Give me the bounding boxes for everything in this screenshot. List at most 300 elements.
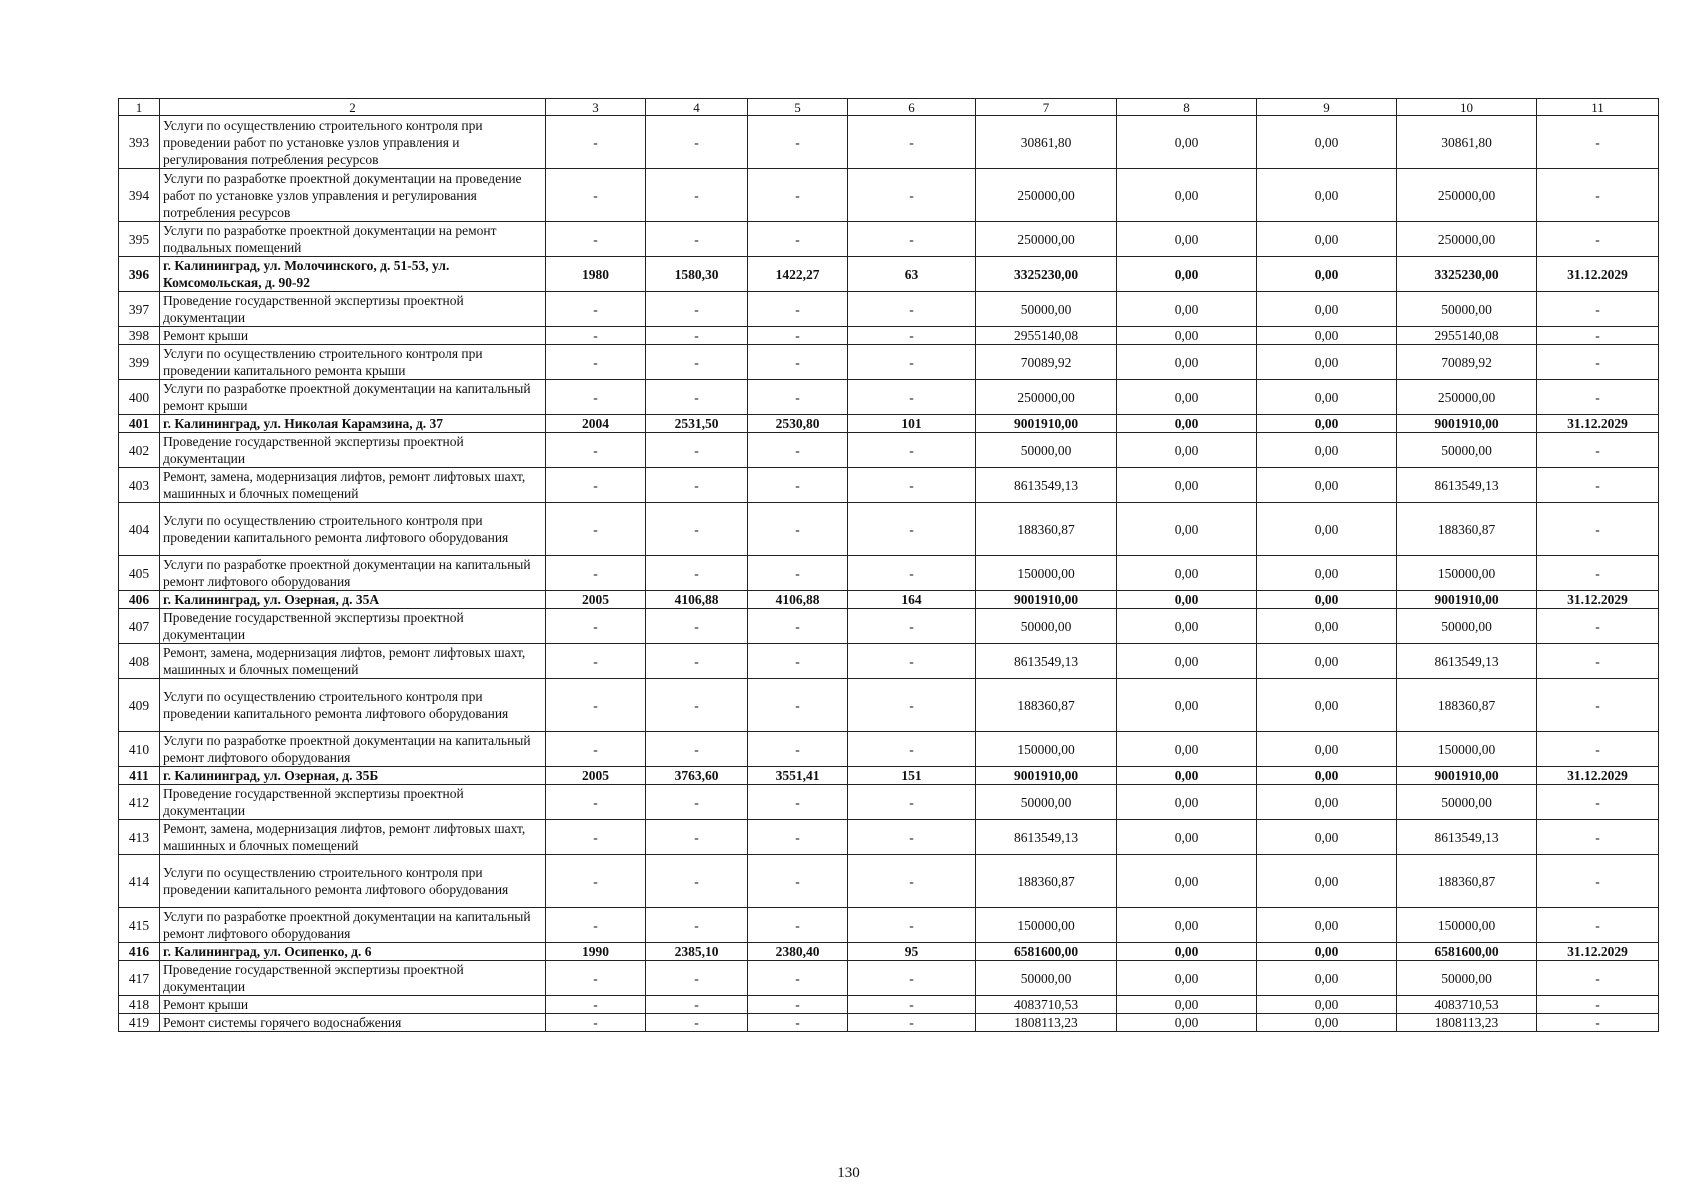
total-area-cell: - <box>646 116 748 169</box>
completion-date-cell: 31.12.2029 <box>1537 415 1659 433</box>
living-area-cell: - <box>748 644 848 679</box>
year-built-cell: - <box>546 380 646 415</box>
work-description-cell: Услуги по осуществлению строительного контроля при проведении капитального ремонта крыши <box>160 345 546 380</box>
total-area-cell: - <box>646 433 748 468</box>
table-row <box>119 257 1659 292</box>
residents-cell: - <box>848 503 976 556</box>
page-number: 130 <box>837 1165 860 1181</box>
completion-date-cell: - <box>1537 1014 1659 1032</box>
table-row <box>119 732 1659 767</box>
total-cost-cell: 150000,00 <box>976 908 1117 943</box>
completion-date-cell: - <box>1537 468 1659 503</box>
table-row <box>119 855 1659 908</box>
fund-share-cell: 0,00 <box>1117 767 1257 785</box>
row-number-cell: 404 <box>119 503 160 556</box>
residents-cell: - <box>848 820 976 855</box>
row-number-cell: 409 <box>119 679 160 732</box>
total-area-cell: - <box>646 503 748 556</box>
completion-date-cell: - <box>1537 169 1659 222</box>
total-cost-cell: 9001910,00 <box>976 591 1117 609</box>
table-row <box>119 961 1659 996</box>
total-area-cell: - <box>646 1014 748 1032</box>
total-cost-cell: 188360,87 <box>976 503 1117 556</box>
total-area-cell: - <box>646 468 748 503</box>
year-built-cell: - <box>546 679 646 732</box>
work-description-cell: Услуги по разработке проектной документации на проведение работ по установке узлов управления и регулирования потребления ресурсов <box>160 169 546 222</box>
row-number-cell: 400 <box>119 380 160 415</box>
fund-share-cell: 0,00 <box>1117 1014 1257 1032</box>
budget-share-cell: 0,00 <box>1257 1014 1397 1032</box>
owner-funds-cell: 250000,00 <box>1397 222 1537 257</box>
total-area-cell: - <box>646 785 748 820</box>
total-cost-cell: 9001910,00 <box>976 415 1117 433</box>
total-cost-cell: 8613549,13 <box>976 644 1117 679</box>
budget-share-cell: 0,00 <box>1257 820 1397 855</box>
budget-share-cell: 0,00 <box>1257 943 1397 961</box>
work-description-cell: Проведение государственной экспертизы проектной документации <box>160 609 546 644</box>
total-area-cell: - <box>646 855 748 908</box>
total-area-cell: - <box>646 732 748 767</box>
work-description-cell: Ремонт крыши <box>160 996 546 1014</box>
work-description-cell: г. Калининград, ул. Молочинского, д. 51-53, ул. Комсомольская, д. 90-92 <box>160 257 546 292</box>
budget-share-cell: 0,00 <box>1257 996 1397 1014</box>
row-number-cell: 406 <box>119 591 160 609</box>
table-row <box>119 292 1659 327</box>
living-area-cell: - <box>748 327 848 345</box>
row-number-cell: 398 <box>119 327 160 345</box>
total-cost-cell: 50000,00 <box>976 433 1117 468</box>
residents-cell: - <box>848 1014 976 1032</box>
owner-funds-cell: 3325230,00 <box>1397 257 1537 292</box>
completion-date-cell: 31.12.2029 <box>1537 591 1659 609</box>
fund-share-cell: 0,00 <box>1117 961 1257 996</box>
total-area-cell: 4106,88 <box>646 591 748 609</box>
fund-share-cell: 0,00 <box>1117 609 1257 644</box>
owner-funds-cell: 150000,00 <box>1397 732 1537 767</box>
row-number-cell: 410 <box>119 732 160 767</box>
living-area-cell: 1422,27 <box>748 257 848 292</box>
total-cost-cell: 188360,87 <box>976 855 1117 908</box>
total-cost-cell: 1808113,23 <box>976 1014 1117 1032</box>
table-body <box>119 99 1659 1032</box>
table-row <box>119 415 1659 433</box>
budget-share-cell: 0,00 <box>1257 257 1397 292</box>
living-area-cell: - <box>748 609 848 644</box>
budget-share-cell: 0,00 <box>1257 785 1397 820</box>
row-number-cell: 402 <box>119 433 160 468</box>
column-number: 3 <box>546 99 646 116</box>
column-number: 2 <box>160 99 546 116</box>
table-row <box>119 820 1659 855</box>
completion-date-cell: - <box>1537 433 1659 468</box>
fund-share-cell: 0,00 <box>1117 556 1257 591</box>
residents-cell: 151 <box>848 767 976 785</box>
completion-date-cell: - <box>1537 116 1659 169</box>
column-number: 10 <box>1397 99 1537 116</box>
column-number: 9 <box>1257 99 1397 116</box>
work-description-cell: Проведение государственной экспертизы проектной документации <box>160 292 546 327</box>
year-built-cell: 2005 <box>546 591 646 609</box>
living-area-cell: - <box>748 222 848 257</box>
table-row <box>119 1014 1659 1032</box>
budget-share-cell: 0,00 <box>1257 855 1397 908</box>
budget-share-cell: 0,00 <box>1257 591 1397 609</box>
residents-cell: - <box>848 908 976 943</box>
residents-cell: 101 <box>848 415 976 433</box>
year-built-cell: - <box>546 292 646 327</box>
owner-funds-cell: 188360,87 <box>1397 855 1537 908</box>
living-area-cell: - <box>748 855 848 908</box>
column-number-row <box>119 99 1659 116</box>
living-area-cell: - <box>748 785 848 820</box>
row-number-cell: 395 <box>119 222 160 257</box>
living-area-cell: - <box>748 908 848 943</box>
total-area-cell: - <box>646 996 748 1014</box>
column-number: 5 <box>748 99 848 116</box>
residents-cell: - <box>848 785 976 820</box>
total-cost-cell: 188360,87 <box>976 679 1117 732</box>
total-cost-cell: 150000,00 <box>976 732 1117 767</box>
total-area-cell: - <box>646 644 748 679</box>
work-description-cell: Услуги по разработке проектной документации на ремонт подвальных помещений <box>160 222 546 257</box>
table-row <box>119 503 1659 556</box>
residents-cell: - <box>848 732 976 767</box>
owner-funds-cell: 4083710,53 <box>1397 996 1537 1014</box>
total-area-cell: - <box>646 327 748 345</box>
year-built-cell: - <box>546 609 646 644</box>
row-number-cell: 407 <box>119 609 160 644</box>
total-cost-cell: 50000,00 <box>976 609 1117 644</box>
owner-funds-cell: 70089,92 <box>1397 345 1537 380</box>
residents-cell: - <box>848 222 976 257</box>
residents-cell: 63 <box>848 257 976 292</box>
living-area-cell: - <box>748 556 848 591</box>
row-number-cell: 397 <box>119 292 160 327</box>
work-description-cell: Ремонт, замена, модернизация лифтов, ремонт лифтовых шахт, машинных и блочных помещений <box>160 820 546 855</box>
residents-cell: - <box>848 433 976 468</box>
work-description-cell: г. Калининград, ул. Озерная, д. 35А <box>160 591 546 609</box>
total-cost-cell: 250000,00 <box>976 380 1117 415</box>
work-description-cell: г. Калининград, ул. Николая Карамзина, д. 37 <box>160 415 546 433</box>
owner-funds-cell: 2955140,08 <box>1397 327 1537 345</box>
living-area-cell: 2380,40 <box>748 943 848 961</box>
residents-cell: - <box>848 556 976 591</box>
work-description-cell: Услуги по осуществлению строительного контроля при проведении капитального ремонта лифтового оборудования <box>160 503 546 556</box>
total-area-cell: - <box>646 345 748 380</box>
owner-funds-cell: 50000,00 <box>1397 433 1537 468</box>
year-built-cell: 2004 <box>546 415 646 433</box>
row-number-cell: 408 <box>119 644 160 679</box>
year-built-cell: - <box>546 327 646 345</box>
total-area-cell: 1580,30 <box>646 257 748 292</box>
residents-cell: - <box>848 380 976 415</box>
work-description-cell: Услуги по осуществлению строительного контроля при проведении капитального ремонта лифтового оборудования <box>160 855 546 908</box>
year-built-cell: - <box>546 908 646 943</box>
completion-date-cell: - <box>1537 996 1659 1014</box>
total-cost-cell: 50000,00 <box>976 961 1117 996</box>
total-area-cell: - <box>646 908 748 943</box>
fund-share-cell: 0,00 <box>1117 503 1257 556</box>
completion-date-cell: - <box>1537 292 1659 327</box>
work-description-cell: г. Калининград, ул. Озерная, д. 35Б <box>160 767 546 785</box>
owner-funds-cell: 9001910,00 <box>1397 415 1537 433</box>
completion-date-cell: - <box>1537 503 1659 556</box>
fund-share-cell: 0,00 <box>1117 468 1257 503</box>
row-number-cell: 418 <box>119 996 160 1014</box>
residents-cell: - <box>848 961 976 996</box>
fund-share-cell: 0,00 <box>1117 116 1257 169</box>
year-built-cell: - <box>546 1014 646 1032</box>
fund-share-cell: 0,00 <box>1117 785 1257 820</box>
column-number: 11 <box>1537 99 1659 116</box>
fund-share-cell: 0,00 <box>1117 292 1257 327</box>
fund-share-cell: 0,00 <box>1117 169 1257 222</box>
budget-share-cell: 0,00 <box>1257 222 1397 257</box>
fund-share-cell: 0,00 <box>1117 943 1257 961</box>
owner-funds-cell: 1808113,23 <box>1397 1014 1537 1032</box>
completion-date-cell: - <box>1537 556 1659 591</box>
residents-cell: - <box>848 996 976 1014</box>
living-area-cell: - <box>748 116 848 169</box>
fund-share-cell: 0,00 <box>1117 345 1257 380</box>
table-row <box>119 327 1659 345</box>
living-area-cell: - <box>748 503 848 556</box>
completion-date-cell: - <box>1537 679 1659 732</box>
row-number-cell: 419 <box>119 1014 160 1032</box>
completion-date-cell: 31.12.2029 <box>1537 767 1659 785</box>
total-cost-cell: 3325230,00 <box>976 257 1117 292</box>
work-description-cell: Ремонт, замена, модернизация лифтов, ремонт лифтовых шахт, машинных и блочных помещений <box>160 644 546 679</box>
completion-date-cell: - <box>1537 644 1659 679</box>
fund-share-cell: 0,00 <box>1117 591 1257 609</box>
work-description-cell: Ремонт системы горячего водоснабжения <box>160 1014 546 1032</box>
completion-date-cell: - <box>1537 855 1659 908</box>
row-number-cell: 399 <box>119 345 160 380</box>
year-built-cell: - <box>546 345 646 380</box>
residents-cell: - <box>848 468 976 503</box>
fund-share-cell: 0,00 <box>1117 415 1257 433</box>
residents-cell: - <box>848 169 976 222</box>
total-area-cell: - <box>646 292 748 327</box>
work-description-cell: Услуги по разработке проектной документации на капитальный ремонт лифтового оборудования <box>160 556 546 591</box>
owner-funds-cell: 150000,00 <box>1397 908 1537 943</box>
owner-funds-cell: 50000,00 <box>1397 292 1537 327</box>
work-description-cell: Проведение государственной экспертизы проектной документации <box>160 961 546 996</box>
owner-funds-cell: 250000,00 <box>1397 169 1537 222</box>
completion-date-cell: - <box>1537 732 1659 767</box>
residents-cell: - <box>848 345 976 380</box>
owner-funds-cell: 30861,80 <box>1397 116 1537 169</box>
table-row <box>119 556 1659 591</box>
budget-share-cell: 0,00 <box>1257 345 1397 380</box>
year-built-cell: - <box>546 556 646 591</box>
budget-share-cell: 0,00 <box>1257 415 1397 433</box>
total-cost-cell: 50000,00 <box>976 785 1117 820</box>
column-number: 8 <box>1117 99 1257 116</box>
repair-schedule-table <box>118 98 1659 1032</box>
column-number: 6 <box>848 99 976 116</box>
year-built-cell: - <box>546 785 646 820</box>
total-cost-cell: 8613549,13 <box>976 468 1117 503</box>
living-area-cell: - <box>748 433 848 468</box>
living-area-cell: - <box>748 380 848 415</box>
year-built-cell: - <box>546 855 646 908</box>
budget-share-cell: 0,00 <box>1257 116 1397 169</box>
year-built-cell: 2005 <box>546 767 646 785</box>
work-description-cell: Услуги по разработке проектной документации на капитальный ремонт лифтового оборудования <box>160 908 546 943</box>
completion-date-cell: - <box>1537 820 1659 855</box>
completion-date-cell: 31.12.2029 <box>1537 943 1659 961</box>
year-built-cell: - <box>546 996 646 1014</box>
year-built-cell: - <box>546 503 646 556</box>
total-cost-cell: 150000,00 <box>976 556 1117 591</box>
column-number: 7 <box>976 99 1117 116</box>
budget-share-cell: 0,00 <box>1257 644 1397 679</box>
year-built-cell: - <box>546 169 646 222</box>
total-cost-cell: 2955140,08 <box>976 327 1117 345</box>
table-row <box>119 345 1659 380</box>
work-description-cell: Проведение государственной экспертизы проектной документации <box>160 785 546 820</box>
total-area-cell: - <box>646 556 748 591</box>
owner-funds-cell: 9001910,00 <box>1397 591 1537 609</box>
budget-share-cell: 0,00 <box>1257 961 1397 996</box>
living-area-cell: - <box>748 292 848 327</box>
total-area-cell: 2531,50 <box>646 415 748 433</box>
year-built-cell: 1980 <box>546 257 646 292</box>
living-area-cell: - <box>748 1014 848 1032</box>
owner-funds-cell: 8613549,13 <box>1397 820 1537 855</box>
table-row <box>119 591 1659 609</box>
table-row <box>119 380 1659 415</box>
budget-share-cell: 0,00 <box>1257 433 1397 468</box>
table-row <box>119 943 1659 961</box>
year-built-cell: - <box>546 961 646 996</box>
completion-date-cell: - <box>1537 380 1659 415</box>
fund-share-cell: 0,00 <box>1117 433 1257 468</box>
year-built-cell: - <box>546 820 646 855</box>
budget-share-cell: 0,00 <box>1257 503 1397 556</box>
completion-date-cell: - <box>1537 222 1659 257</box>
residents-cell: 95 <box>848 943 976 961</box>
total-cost-cell: 6581600,00 <box>976 943 1117 961</box>
row-number-cell: 396 <box>119 257 160 292</box>
work-description-cell: Проведение государственной экспертизы проектной документации <box>160 433 546 468</box>
budget-share-cell: 0,00 <box>1257 609 1397 644</box>
living-area-cell: 3551,41 <box>748 767 848 785</box>
table-row <box>119 169 1659 222</box>
row-number-cell: 401 <box>119 415 160 433</box>
row-number-cell: 411 <box>119 767 160 785</box>
budget-share-cell: 0,00 <box>1257 556 1397 591</box>
work-description-cell: Услуги по разработке проектной документации на капитальный ремонт крыши <box>160 380 546 415</box>
table-row <box>119 908 1659 943</box>
table-row <box>119 116 1659 169</box>
total-area-cell: - <box>646 380 748 415</box>
table-row <box>119 433 1659 468</box>
row-number-cell: 393 <box>119 116 160 169</box>
budget-share-cell: 0,00 <box>1257 767 1397 785</box>
table-row <box>119 222 1659 257</box>
budget-share-cell: 0,00 <box>1257 380 1397 415</box>
total-area-cell: - <box>646 961 748 996</box>
work-description-cell: Услуги по осуществлению строительного контроля при проведении работ по установке узлов управления и регулирования потребления ресурсов <box>160 116 546 169</box>
row-number-cell: 415 <box>119 908 160 943</box>
table-row <box>119 644 1659 679</box>
fund-share-cell: 0,00 <box>1117 644 1257 679</box>
year-built-cell: - <box>546 732 646 767</box>
total-cost-cell: 250000,00 <box>976 222 1117 257</box>
fund-share-cell: 0,00 <box>1117 820 1257 855</box>
row-number-cell: 405 <box>119 556 160 591</box>
row-number-cell: 414 <box>119 855 160 908</box>
living-area-cell: - <box>748 468 848 503</box>
total-cost-cell: 50000,00 <box>976 292 1117 327</box>
row-number-cell: 417 <box>119 961 160 996</box>
total-cost-cell: 8613549,13 <box>976 820 1117 855</box>
completion-date-cell: - <box>1537 908 1659 943</box>
work-description-cell: Ремонт крыши <box>160 327 546 345</box>
owner-funds-cell: 50000,00 <box>1397 961 1537 996</box>
residents-cell: - <box>848 644 976 679</box>
fund-share-cell: 0,00 <box>1117 679 1257 732</box>
residents-cell: 164 <box>848 591 976 609</box>
fund-share-cell: 0,00 <box>1117 908 1257 943</box>
total-area-cell: - <box>646 679 748 732</box>
completion-date-cell: - <box>1537 785 1659 820</box>
owner-funds-cell: 50000,00 <box>1397 785 1537 820</box>
total-area-cell: 3763,60 <box>646 767 748 785</box>
row-number-cell: 403 <box>119 468 160 503</box>
total-cost-cell: 9001910,00 <box>976 767 1117 785</box>
completion-date-cell: - <box>1537 609 1659 644</box>
completion-date-cell: - <box>1537 345 1659 380</box>
table-row <box>119 767 1659 785</box>
living-area-cell: - <box>748 169 848 222</box>
row-number-cell: 416 <box>119 943 160 961</box>
living-area-cell: - <box>748 996 848 1014</box>
owner-funds-cell: 150000,00 <box>1397 556 1537 591</box>
residents-cell: - <box>848 679 976 732</box>
budget-share-cell: 0,00 <box>1257 679 1397 732</box>
total-cost-cell: 70089,92 <box>976 345 1117 380</box>
total-cost-cell: 4083710,53 <box>976 996 1117 1014</box>
fund-share-cell: 0,00 <box>1117 257 1257 292</box>
year-built-cell: - <box>546 433 646 468</box>
completion-date-cell: 31.12.2029 <box>1537 257 1659 292</box>
owner-funds-cell: 50000,00 <box>1397 609 1537 644</box>
year-built-cell: - <box>546 468 646 503</box>
completion-date-cell: - <box>1537 961 1659 996</box>
year-built-cell: - <box>546 116 646 169</box>
table-row <box>119 468 1659 503</box>
owner-funds-cell: 8613549,13 <box>1397 468 1537 503</box>
row-number-cell: 412 <box>119 785 160 820</box>
residents-cell: - <box>848 116 976 169</box>
residents-cell: - <box>848 292 976 327</box>
owner-funds-cell: 250000,00 <box>1397 380 1537 415</box>
living-area-cell: 2530,80 <box>748 415 848 433</box>
total-area-cell: 2385,10 <box>646 943 748 961</box>
work-description-cell: г. Калининград, ул. Осипенко, д. 6 <box>160 943 546 961</box>
budget-share-cell: 0,00 <box>1257 908 1397 943</box>
owner-funds-cell: 188360,87 <box>1397 679 1537 732</box>
table-row <box>119 609 1659 644</box>
fund-share-cell: 0,00 <box>1117 732 1257 767</box>
column-number: 1 <box>119 99 160 116</box>
column-number: 4 <box>646 99 748 116</box>
total-area-cell: - <box>646 820 748 855</box>
year-built-cell: - <box>546 222 646 257</box>
